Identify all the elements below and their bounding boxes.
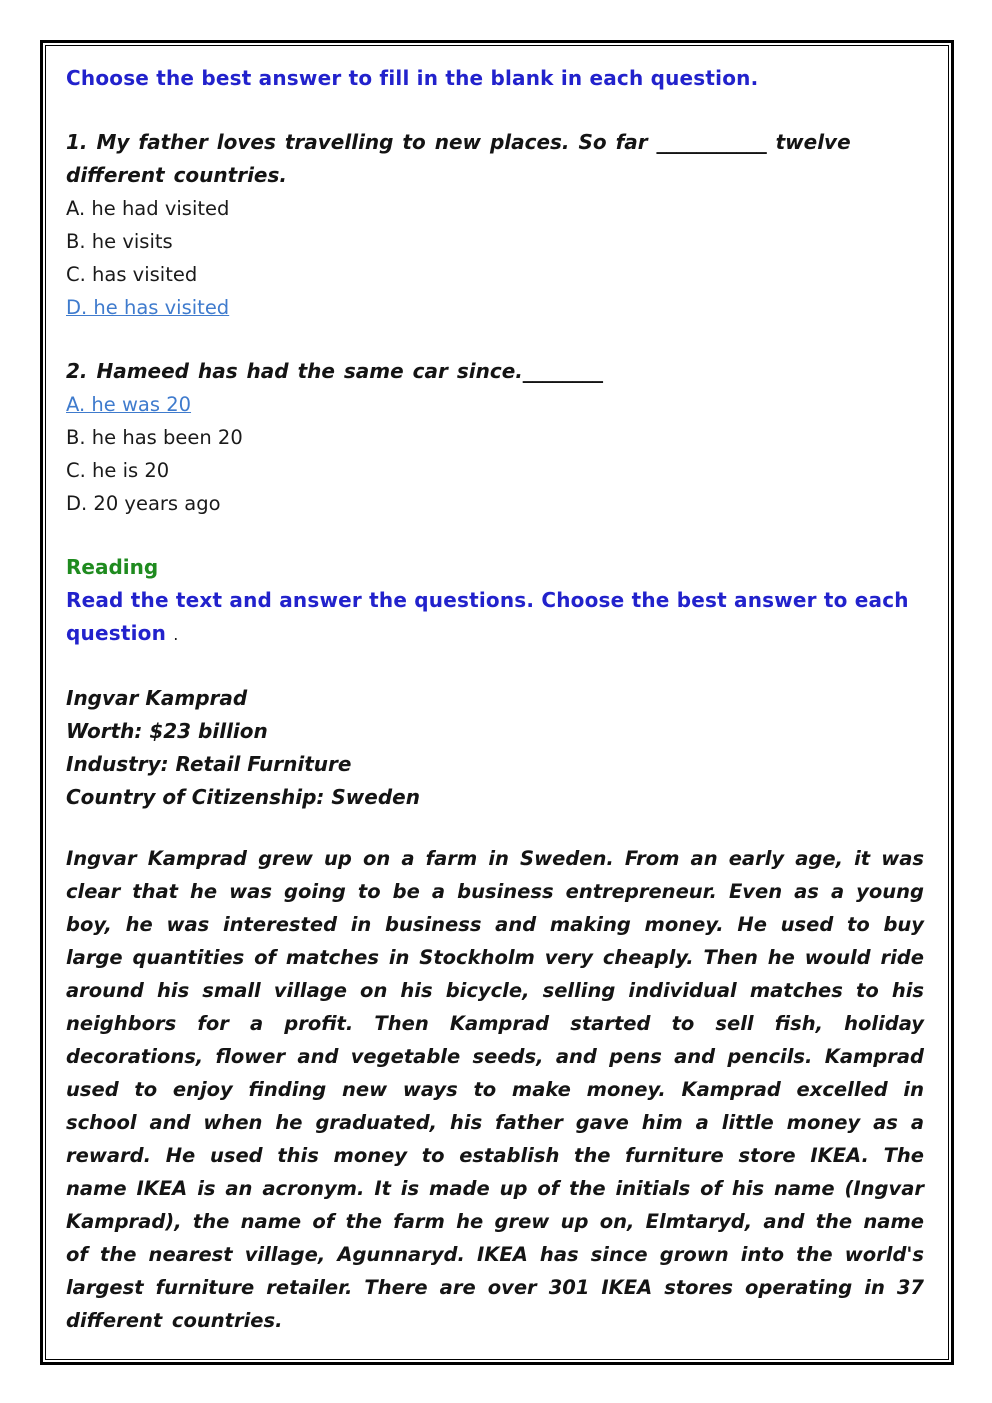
spacer — [66, 651, 924, 682]
question-2-option-a-selected: A. he was 20 — [66, 393, 192, 416]
spacer — [66, 324, 924, 355]
instruction-heading: Choose the best answer to fill in the blank in each question. — [66, 66, 759, 90]
profile-industry: Industry: Retail Furniture — [66, 752, 352, 776]
profile-name: Ingvar Kamprad — [66, 686, 248, 710]
question-1-text: 1. My father loves travelling to new places. So far ___________ twelve different countries. — [66, 130, 851, 187]
spacer — [66, 814, 924, 842]
question-1-option-d-selected: D. he has visited — [66, 296, 230, 319]
spacer — [66, 520, 924, 551]
question-2-option-d: D. 20 years ago — [66, 492, 221, 515]
spacer — [66, 95, 924, 126]
instruction-period: . — [173, 625, 179, 644]
reading-passage: Ingvar Kamprad grew up on a farm in Sweden. From an early age, it was clear that he was going to be a business entrepreneur. Even as a young boy, he was interested in business and making money. He used to buy large quantities of matches in Stockholm very cheaply. Then he would ride around his small village on his bicycle, selling individual matches to his neighbors for a profit. Then Kamprad started to sell fish, holiday decorations, flower and vegetable seeds, and pens and pencils. Kamprad used to enjoy finding new ways to make money. Kamprad excelled in school and when he graduated, his father gave him a little money as a reward. He used this money to establish the furniture store IKEA. The name IKEA is an acronym. It is made up of the initials of his name (Ingvar Kamprad), the name of the farm he grew up on, Elmtaryd, and the name of the nearest village, Agunnaryd. IKEA has since grown into the world's largest furniture retailer. There are over 301 IKEA stores operating in 37 different countries. — [66, 847, 924, 1332]
reading-instruction-text: Read the text and answer the questions. Choose the best answer to each question — [66, 588, 909, 645]
question-1-option-b: B. he visits — [66, 230, 173, 253]
question-2-option-c: C. he is 20 — [66, 459, 170, 482]
worksheet-content — [45, 45, 949, 1360]
reading-instruction — [66, 584, 924, 651]
reading-section-heading: Reading — [66, 555, 159, 579]
page-border-frame — [40, 40, 954, 1365]
question-1-option-c: C. has visited — [66, 263, 198, 286]
question-2-option-b: B. he has been 20 — [66, 426, 243, 449]
question-1-option-a: A. he had visited — [66, 197, 230, 220]
question-2-text: 2. Hameed has had the same car since.________ — [66, 359, 603, 383]
profile-citizenship: Country of Citizenship: Sweden — [66, 785, 420, 809]
profile-worth: Worth: $23 billion — [66, 719, 268, 743]
